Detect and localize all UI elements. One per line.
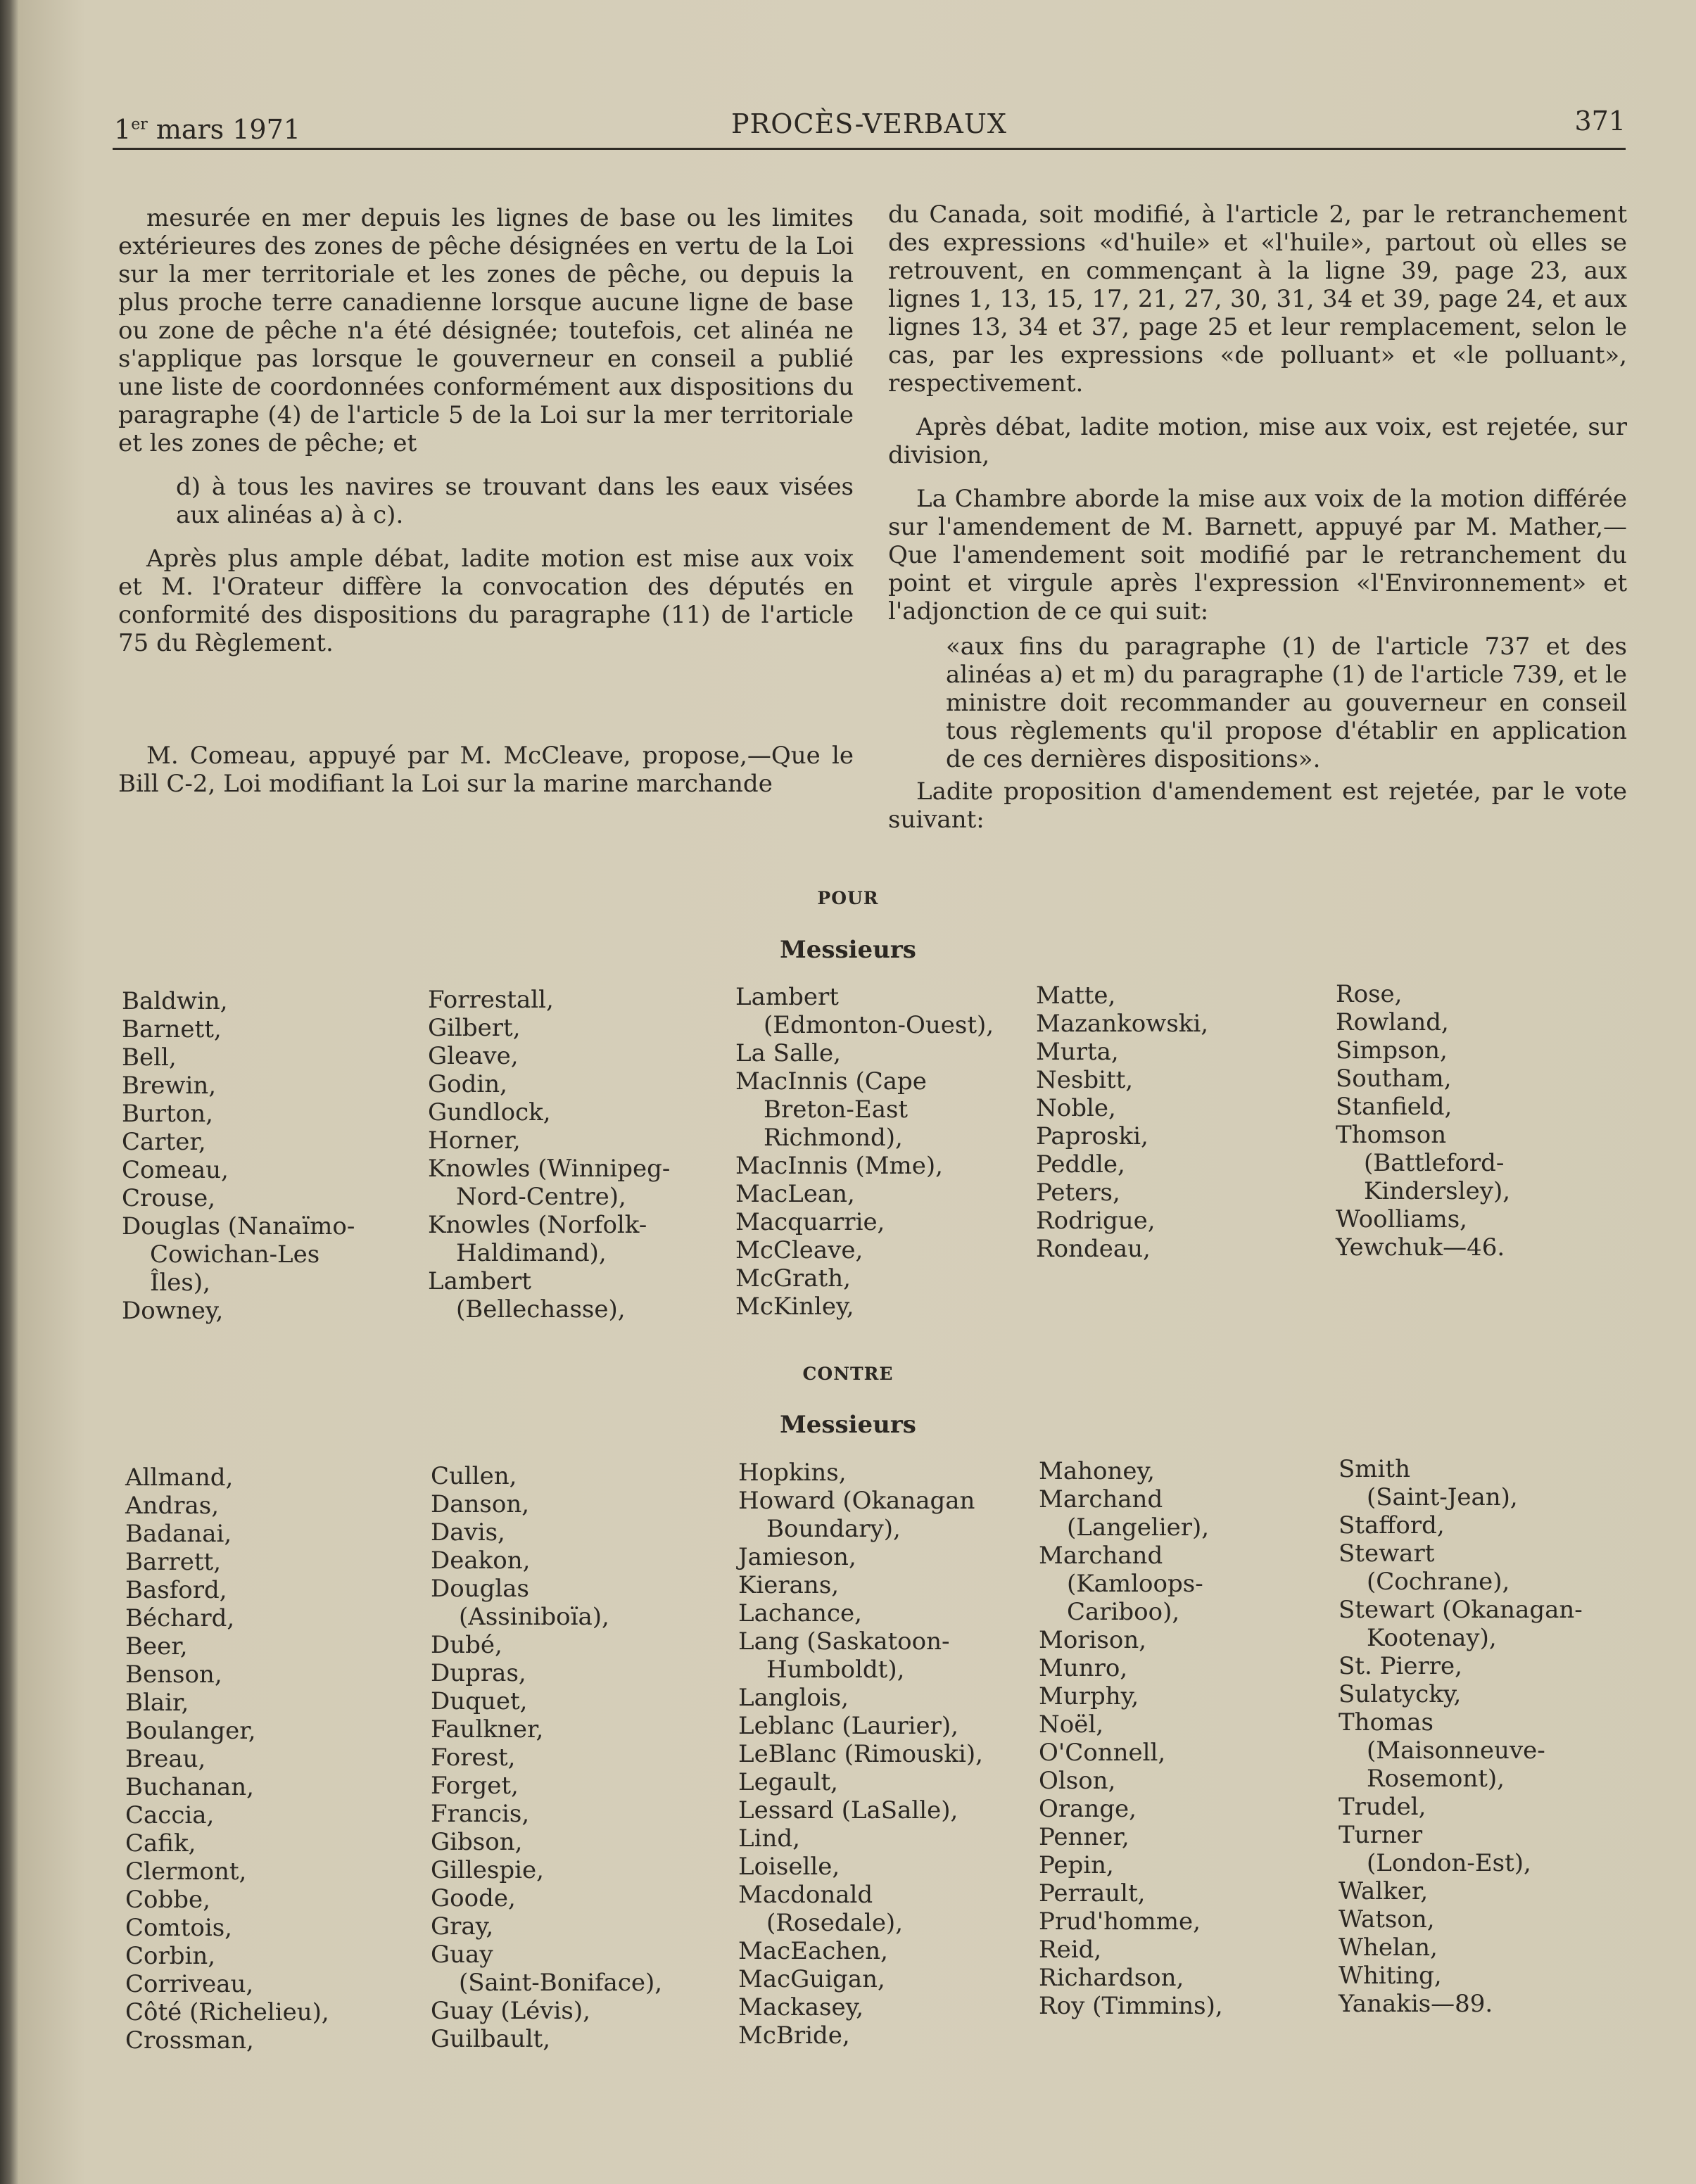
name-entry: Gilbert,: [428, 1014, 521, 1042]
name-entry: Caccia,: [125, 1801, 215, 1829]
right-paragraph-1: du Canada, soit modifié, à l'article 2, par le retranchement des expressions «d'huile» et «l'huile», partout où elles se retrouvent, en commençant à la ligne 39, page 23, aux lignes 1, 13, 15, 17, 21, 27, 30, 31, 34 et 39, page 24, et aux lignes 13, 34 et 37, page 25 et leur remplacement, selon le cas, par les expressions «de polluant» et «le polluant», respectivement.: [888, 201, 1627, 398]
name-entry: Baldwin,: [122, 987, 228, 1015]
right-column: [888, 201, 1627, 834]
name-entry: Crouse,: [122, 1184, 216, 1212]
pour-names-col-1: [122, 987, 355, 1325]
name-entry: Jamieson,: [738, 1543, 856, 1571]
name-entry: (Battleford-: [1364, 1149, 1505, 1177]
name-entry: Paproski,: [1036, 1122, 1148, 1150]
name-entry: Kierans,: [738, 1571, 840, 1599]
name-entry: O'Connell,: [1039, 1739, 1166, 1767]
name-entry: (Saint-Jean),: [1367, 1483, 1518, 1511]
name-entry: Guay (Lévis),: [431, 1997, 590, 2025]
name-entry: Walker,: [1339, 1877, 1429, 1905]
contre-names-col-5: [1339, 1455, 1583, 2018]
name-entry: Beer,: [125, 1632, 188, 1661]
right-paragraph-3: La Chambre aborde la mise aux voix de la motion différée sur l'amendement de M. Barnett, appuyé par M. Mather,—Que l'amendement soit modifié par le retranchement du point et virgule après l'expression «l'Environnement» et l'adjonction de ce qui suit:: [888, 485, 1627, 626]
name-entry: MacInnis (Cape: [735, 1067, 927, 1096]
name-entry: Richmond),: [764, 1124, 903, 1152]
name-entry: Béchard,: [125, 1604, 235, 1632]
name-entry: Lambert: [735, 983, 839, 1011]
name-entry: Nesbitt,: [1036, 1066, 1134, 1094]
pour-subheading: Messieurs: [780, 936, 916, 964]
name-entry: MacLean,: [735, 1180, 855, 1208]
name-entry: Dubé,: [431, 1631, 502, 1659]
name-entry: Perrault,: [1039, 1879, 1146, 1907]
name-entry: MacGuigan,: [738, 1965, 885, 1993]
name-entry: Bell,: [122, 1043, 177, 1072]
name-entry: Gleave,: [428, 1042, 519, 1070]
name-entry: Benson,: [125, 1661, 222, 1689]
name-entry: Gray,: [431, 1912, 494, 1941]
name-entry: Southam,: [1336, 1065, 1452, 1093]
name-entry: Gillespie,: [431, 1856, 544, 1884]
name-entry: Munro,: [1039, 1654, 1128, 1682]
name-entry: Mazankowski,: [1036, 1010, 1209, 1038]
name-entry: Woolliams,: [1336, 1205, 1467, 1233]
name-entry: Breau,: [125, 1745, 206, 1773]
name-entry: Boundary),: [766, 1515, 901, 1543]
name-entry: Breton-East: [764, 1096, 909, 1124]
name-entry: Douglas (Nanaïmo-: [122, 1212, 355, 1240]
name-entry: Smith: [1339, 1455, 1410, 1483]
left-paragraph-3: Après plus ample débat, ladite motion est mise aux voix et M. l'Orateur diffère la convocation des députés en conformité des dispositions du paragraphe (11) de l'article 75 du Règlement.: [118, 545, 854, 657]
name-entry: Horner,: [428, 1126, 521, 1155]
name-entry: Knowles (Winnipeg-: [428, 1155, 671, 1183]
name-entry: Matte,: [1036, 982, 1116, 1010]
name-entry: Pepin,: [1039, 1851, 1114, 1879]
amendment-quote: «aux fins du paragraphe (1) de l'article 737 et des alinéas a) et m) du paragraphe (1) de l'article 739, et le ministre doit recommander au gouverneur en conseil tous règlements qu'il propose d'établir en application de ces dernières dispositions».: [946, 633, 1627, 773]
name-entry: Marchand: [1039, 1542, 1163, 1570]
name-entry: LeBlanc (Rimouski),: [738, 1740, 983, 1768]
name-entry: Danson,: [431, 1490, 530, 1518]
name-entry: Buchanan,: [125, 1773, 254, 1801]
name-entry: Badanai,: [125, 1520, 232, 1548]
name-entry: Godin,: [428, 1070, 507, 1098]
name-entry: Rose,: [1336, 980, 1403, 1008]
name-entry: Guilbault,: [431, 2025, 551, 2053]
name-entry: Crossman,: [125, 2026, 254, 2055]
name-entry: Penner,: [1039, 1823, 1129, 1851]
name-entry: Whiting,: [1339, 1962, 1442, 1990]
page-header: [113, 106, 1626, 150]
name-entry: Burton,: [122, 1100, 213, 1128]
name-entry: Francis,: [431, 1800, 530, 1828]
name-entry: Barrett,: [125, 1548, 222, 1576]
name-entry: (Edmonton-Ouest),: [764, 1011, 994, 1039]
name-entry: Corriveau,: [125, 1970, 254, 1998]
name-entry: Trudel,: [1339, 1793, 1426, 1821]
name-entry: Roy (Timmins),: [1039, 1992, 1223, 2020]
name-entry: Reid,: [1039, 1936, 1102, 1964]
name-entry: Peters,: [1036, 1179, 1120, 1207]
name-entry: MacInnis (Mme),: [735, 1152, 943, 1180]
name-entry: Forrestall,: [428, 986, 554, 1014]
name-entry: Boulanger,: [125, 1717, 256, 1745]
name-entry: Olson,: [1039, 1767, 1116, 1795]
right-paragraph-4: Ladite proposition d'amendement est rejetée, par le vote suivant:: [888, 777, 1627, 834]
pour-names-col-5: [1336, 980, 1510, 1262]
left-paragraph-1: mesurée en mer depuis les lignes de base ou les limites extérieures des zones de pêche désignées en vertu de la Loi sur la mer territoriale et les zones de pêche, ou depuis la plus proche terre canadienne lorsque aucune ligne de base ou zone de pêche n'a été désignée; toutefois, cet alinéa ne s'applique pas lorsque le gouverneur en conseil a publié une liste de coordonnées conformément aux dispositions du paragraphe (4) de l'article 5 de la Loi sur la mer territoriale et les zones de pêche; et: [118, 204, 854, 457]
name-entry: Goode,: [431, 1884, 516, 1912]
name-entry: Forget,: [431, 1772, 519, 1800]
name-entry: Marchand: [1039, 1485, 1163, 1513]
name-entry: McCleave,: [735, 1236, 863, 1264]
name-entry: Murphy,: [1039, 1682, 1139, 1710]
contre-names-col-4: [1039, 1457, 1223, 2020]
name-entry: Noël,: [1039, 1710, 1104, 1739]
name-entry: La Salle,: [735, 1039, 841, 1067]
name-entry: Legault,: [738, 1768, 838, 1796]
name-entry: Cullen,: [431, 1462, 517, 1490]
name-entry: Watson,: [1339, 1905, 1435, 1934]
name-entry: Gundlock,: [428, 1098, 551, 1126]
name-entry: Humboldt),: [766, 1656, 905, 1684]
pour-names-col-2: [428, 986, 670, 1323]
name-entry: Whelan,: [1339, 1934, 1438, 1962]
name-entry: McGrath,: [735, 1264, 851, 1293]
name-entry: Dupras,: [431, 1659, 526, 1687]
name-entry: Comeau,: [122, 1156, 229, 1184]
name-entry: (Kamloops-: [1067, 1570, 1203, 1598]
pour-label: POUR: [817, 888, 879, 908]
book-binding-shadow: [0, 0, 18, 2184]
name-entry: Basford,: [125, 1576, 227, 1604]
name-entry: Cobbe,: [125, 1886, 210, 1914]
name-entry: Guay: [431, 1941, 493, 1969]
name-entry: McBride,: [738, 2021, 850, 2050]
pour-names-col-4: [1036, 982, 1208, 1263]
contre-names-col-2: [431, 1462, 662, 2053]
name-entry: Mahoney,: [1039, 1457, 1155, 1485]
header-date: 1er mars 1971: [114, 114, 300, 145]
name-entry: (Maisonneuve-: [1367, 1737, 1545, 1765]
name-entry: (Langelier),: [1067, 1513, 1210, 1542]
name-entry: Leblanc (Laurier),: [738, 1712, 958, 1740]
name-entry: Rodrigue,: [1036, 1207, 1156, 1235]
name-entry: Yewchuk—46.: [1336, 1233, 1505, 1262]
name-entry: Blair,: [125, 1689, 189, 1717]
name-entry: Cowichan-Les: [150, 1240, 320, 1269]
name-entry: Knowles (Norfolk-: [428, 1211, 647, 1239]
name-entry: MacEachen,: [738, 1937, 888, 1965]
name-entry: Brewin,: [122, 1072, 217, 1100]
name-entry: Macquarrie,: [735, 1208, 885, 1236]
name-entry: (Bellechasse),: [456, 1295, 626, 1323]
name-entry: (Saint-Boniface),: [459, 1969, 663, 1997]
name-entry: Lambert: [428, 1267, 531, 1295]
name-entry: Simpson,: [1336, 1036, 1448, 1065]
name-entry: Sulatycky,: [1339, 1680, 1462, 1708]
name-entry: Clermont,: [125, 1858, 247, 1886]
name-entry: Lachance,: [738, 1599, 862, 1627]
name-entry: Andras,: [125, 1492, 219, 1520]
left-paragraph-2: d) à tous les navires se trouvant dans les eaux visées aux alinéas a) à c).: [176, 473, 854, 529]
contre-label: CONTRE: [802, 1364, 894, 1384]
name-entry: Thomson: [1336, 1121, 1447, 1149]
name-entry: Stewart (Okanagan-: [1339, 1596, 1583, 1624]
header-title: PROCÈS-VERBAUX: [731, 108, 1007, 139]
name-entry: Forest,: [431, 1744, 516, 1772]
name-entry: Lind,: [738, 1824, 800, 1853]
name-entry: Stanfield,: [1336, 1093, 1453, 1121]
name-entry: Stafford,: [1339, 1511, 1445, 1539]
name-entry: (London-Est),: [1367, 1849, 1531, 1877]
name-entry: Deakon,: [431, 1547, 531, 1575]
name-entry: Faulkner,: [431, 1715, 544, 1744]
name-entry: Orange,: [1039, 1795, 1137, 1823]
name-entry: Loiselle,: [738, 1853, 840, 1881]
name-entry: Rowland,: [1336, 1008, 1449, 1036]
name-entry: Davis,: [431, 1518, 505, 1547]
left-paragraph-4: M. Comeau, appuyé par M. McCleave, propose,—Que le Bill C-2, Loi modifiant la Loi sur la marine marchande: [118, 742, 854, 798]
name-entry: St. Pierre,: [1339, 1652, 1462, 1680]
name-entry: Thomas: [1339, 1708, 1434, 1737]
right-paragraph-2: Après débat, ladite motion, mise aux voix, est rejetée, sur division,: [888, 413, 1627, 469]
name-entry: Morison,: [1039, 1626, 1147, 1654]
contre-subheading: Messieurs: [780, 1411, 916, 1439]
name-entry: Corbin,: [125, 1942, 216, 1970]
name-entry: Cafik,: [125, 1829, 196, 1858]
name-entry: Gibson,: [431, 1828, 523, 1856]
name-entry: Richardson,: [1039, 1964, 1184, 1992]
name-entry: Côté (Richelieu),: [125, 1998, 329, 2026]
contre-names-col-3: [738, 1459, 983, 2050]
name-entry: Prud'homme,: [1039, 1907, 1201, 1936]
name-entry: Mackasey,: [738, 1993, 864, 2021]
name-entry: Carter,: [122, 1128, 206, 1156]
name-entry: Douglas: [431, 1575, 529, 1603]
name-entry: (Cochrane),: [1367, 1568, 1510, 1596]
name-entry: Nord-Centre),: [456, 1183, 626, 1211]
name-entry: Noble,: [1036, 1094, 1116, 1122]
name-entry: (Rosedale),: [766, 1909, 904, 1937]
name-entry: Allmand,: [125, 1464, 234, 1492]
name-entry: Langlois,: [738, 1684, 849, 1712]
name-entry: Murta,: [1036, 1038, 1119, 1066]
name-entry: Turner: [1339, 1821, 1423, 1849]
name-entry: Stewart: [1339, 1539, 1435, 1568]
name-entry: Kootenay),: [1367, 1624, 1497, 1652]
name-entry: Macdonald: [738, 1881, 873, 1909]
name-entry: Hopkins,: [738, 1459, 847, 1487]
name-entry: Comtois,: [125, 1914, 232, 1942]
name-entry: Lang (Saskatoon-: [738, 1627, 950, 1656]
name-entry: McKinley,: [735, 1293, 854, 1321]
name-entry: Howard (Okanagan: [738, 1487, 975, 1515]
name-entry: Peddle,: [1036, 1150, 1125, 1179]
name-entry: Îles),: [150, 1269, 210, 1297]
name-entry: Downey,: [122, 1297, 224, 1325]
name-entry: Cariboo),: [1067, 1598, 1180, 1626]
name-entry: Kindersley),: [1364, 1177, 1511, 1205]
left-column: [118, 204, 854, 798]
name-entry: Barnett,: [122, 1015, 222, 1043]
page-number: 371: [1574, 106, 1626, 136]
name-entry: Lessard (LaSalle),: [738, 1796, 958, 1824]
pour-names-col-3: [735, 983, 994, 1321]
name-entry: Rosemont),: [1367, 1765, 1505, 1793]
name-entry: Haldimand),: [456, 1239, 607, 1267]
name-entry: (Assiniboïa),: [459, 1603, 609, 1631]
contre-names-col-1: [125, 1464, 329, 2055]
name-entry: Duquet,: [431, 1687, 528, 1715]
name-entry: Rondeau,: [1036, 1235, 1151, 1263]
name-entry: Yanakis—89.: [1339, 1990, 1493, 2018]
